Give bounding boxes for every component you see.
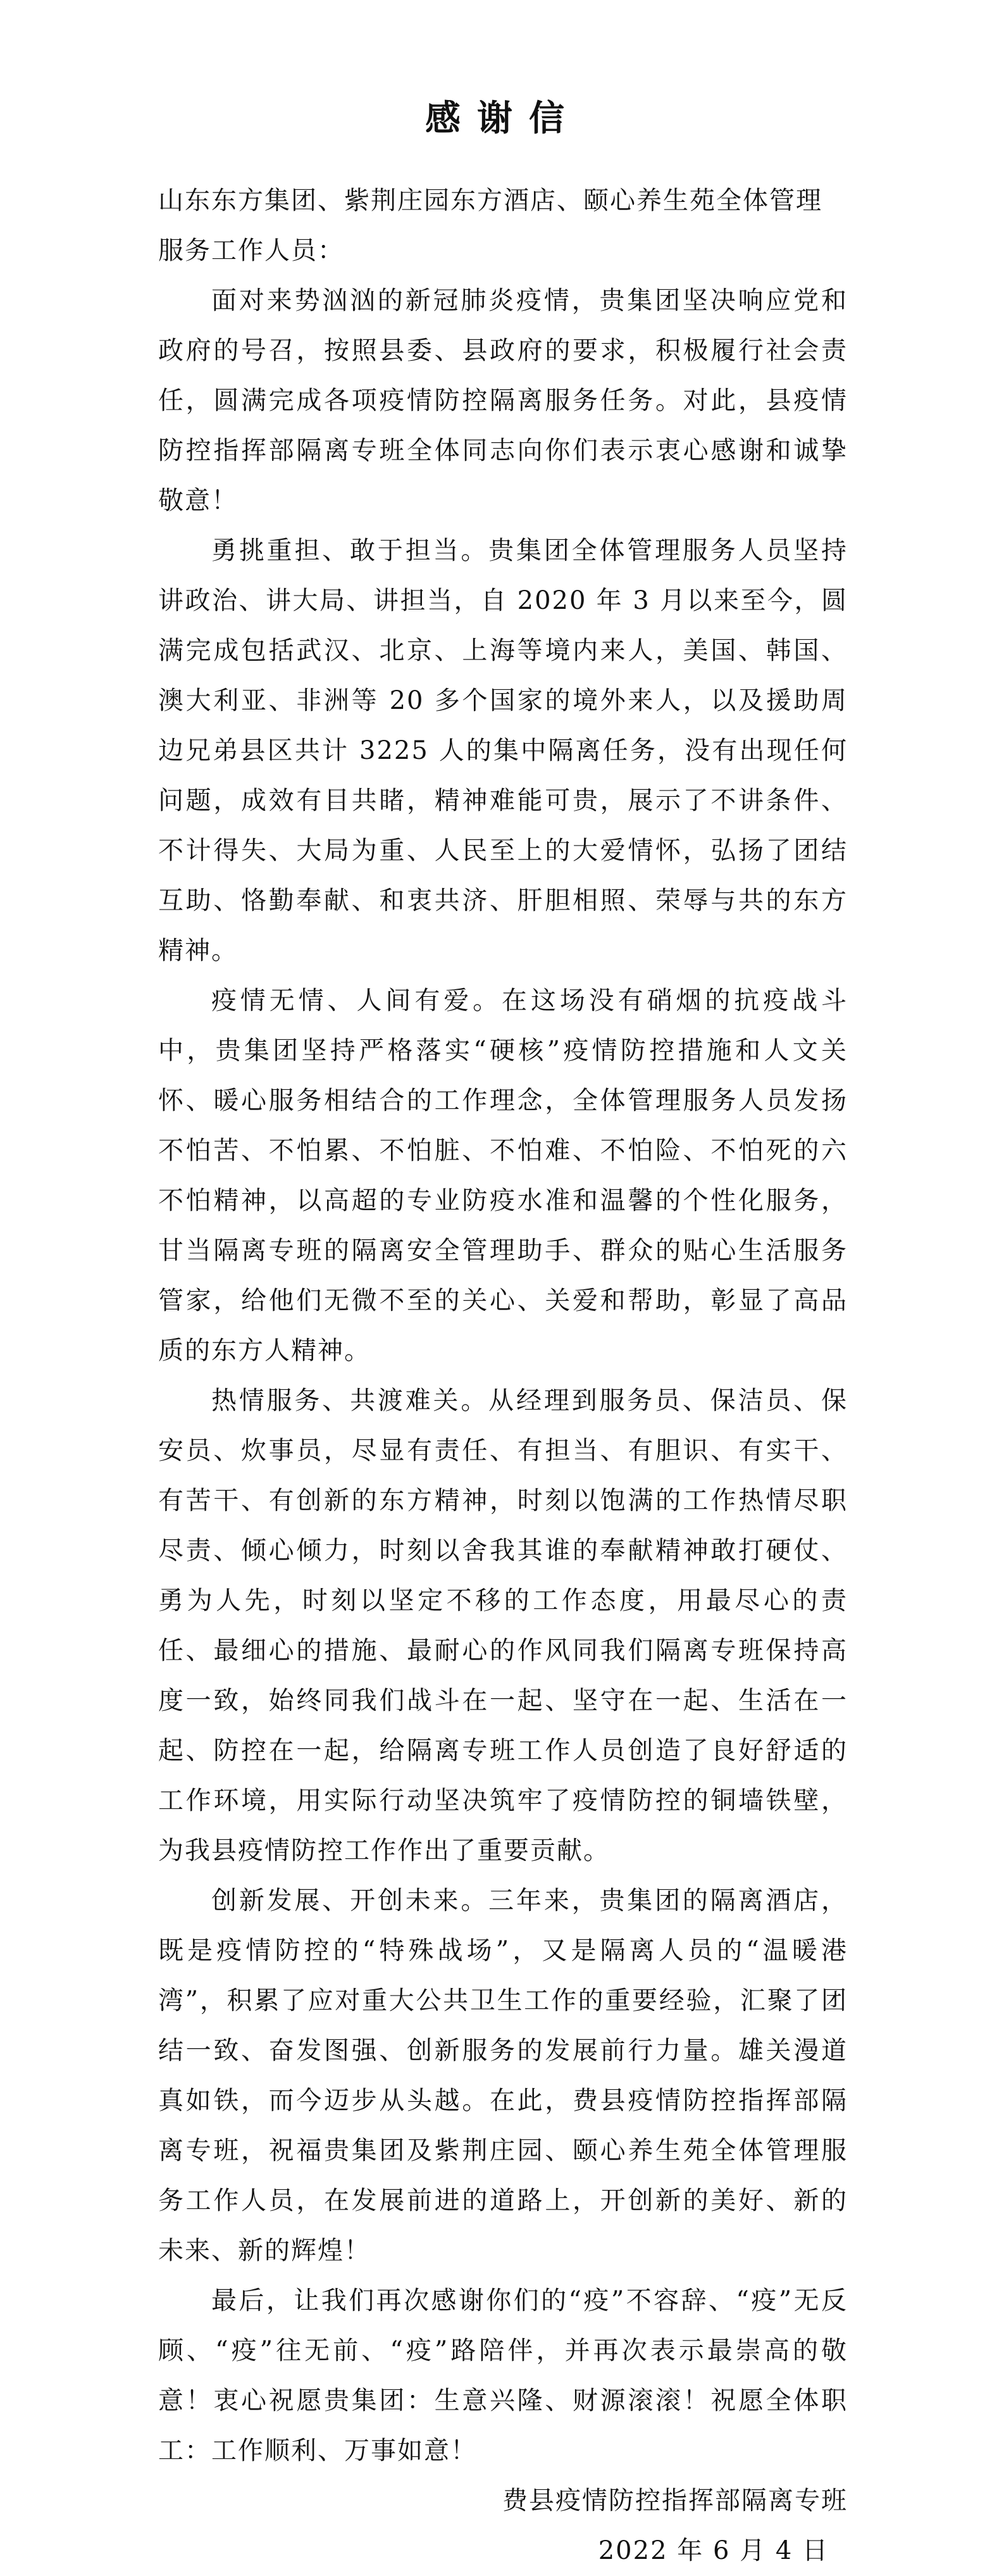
paragraph-6: 最后，让我们再次感谢你们的“疫”不容辞、“疫”无反顾、“疫”往无前、“疫”路陪伴，并再次表示最崇高的敬意！衷心祝愿贵集团：生意兴隆、财源滚滚！祝愿全体职工：工作顺利、万事如意！ (158, 2286, 848, 2465)
paragraph-4: 热情服务、共渡难关。从经理到服务员、保洁员、保安员、炊事员，尽显有责任、有担当、有胆识、有实干、有苦干、有创新的东方精神，时刻以饱满的工作热情尽职尽责、倾心倾力，时刻以舍我其谁的奉献精神敢打硬仗、勇为人先，时刻以坚定不移的工作态度，用最尽心的责任、最细心的措施、最耐心的作风同我们隔离专班保持高度一致，始终同我们战斗在一起、坚守在一起、生活在一起、防控在一起，给隔离专班工作人员创造了良好舒适的工作环境，用实际行动坚决筑牢了疫情防控的铜墙铁壁，为我县疫情防控工作作出了重要贡献。 (158, 1386, 848, 1865)
letter (158, 82, 848, 2576)
letter-date: 2022 年 6 月 4 日 (598, 2536, 829, 2565)
letter-title: 感谢信 (425, 98, 581, 139)
paragraph-3: 疫情无情、人间有爱。在这场没有硝烟的抗疫战斗中，贵集团坚持严格落实“硬核”疫情防控措施和人文关怀、暖心服务相结合的工作理念，全体管理服务人员发扬不怕苦、不怕累、不怕脏、不怕难、不怕险、不怕死的六不怕精神，以高超的专业防疫水准和温馨的个性化服务，甘当隔离专班的隔离安全管理助手、群众的贴心生活服务管家，给他们无微不至的关心、关爱和帮助，彰显了高品质的东方人精神。 (158, 986, 848, 1365)
paragraph-2: 勇挑重担、敢于担当。贵集团全体管理服务人员坚持讲政治、讲大局、讲担当，自 2020 年 3 月以来至今，圆满完成包括武汉、北京、上海等境内来人，美国、韩国、澳大利亚、非洲等 20 多个国家的境外来人，以及援助周边兄弟县区共计 3225 人的集中隔离任务，没有出现任何问题，成效有目共睹，精神难能可贵，展示了不讲条件、不计得失、大局为重、人民至上的大爱情怀，弘扬了团结互助、恪勤奉献、和衷共济、肝胆相照、荣辱与共的东方精神。 (158, 536, 848, 965)
signature: 费县疫情防控指挥部隔离专班 (502, 2486, 848, 2515)
salutation: 山东东方集团、紫荆庄园东方酒店、颐心养生苑全体管理服务工作人员： (158, 186, 822, 265)
paragraph-1: 面对来势汹汹的新冠肺炎疫情，贵集团坚决响应党和政府的号召，按照县委、县政府的要求，积极履行社会责任，圆满完成各项疫情防控隔离服务任务。对此，县疫情防控指挥部隔离专班全体同志向你们表示衷心感谢和诚挚敬意！ (158, 286, 848, 515)
paragraph-5: 创新发展、开创未来。三年来，贵集团的隔离酒店，既是疫情防控的“特殊战场”，又是隔离人员的“温暖港湾”，积累了应对重大公共卫生工作的重要经验，汇聚了团结一致、奋发图强、创新服务的发展前行力量。雄关漫道真如铁，而今迈步从头越。在此，费县疫情防控指挥部隔离专班，祝福贵集团及紫荆庄园、颐心养生苑全体管理服务工作人员，在发展前进的道路上，开创新的美好、新的未来、新的辉煌！ (158, 1886, 848, 2265)
